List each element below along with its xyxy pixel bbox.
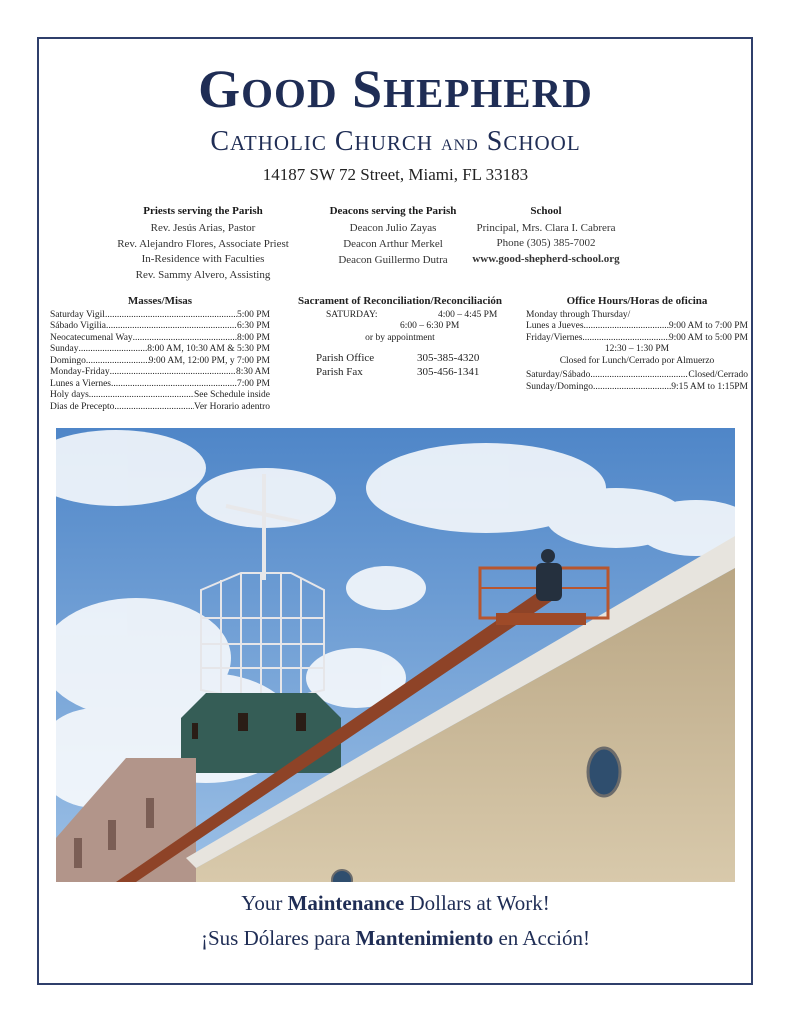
mass-row: Monday-Friday ..... 8:30 AM [50, 367, 270, 379]
reconciliation-heading: Sacrament of Reconciliation/Reconciliación [297, 295, 503, 307]
mass-row: Sábado Vigilia ..... 6:30 PM [50, 321, 270, 333]
priest-line: Rev. Jesús Arias, Pastor [150, 222, 256, 234]
caption-spanish: ¡Sus Dólares para Mantenimiento en Acción! [201, 926, 590, 950]
office-hours-heading: Office Hours/Horas de oficina [566, 295, 708, 307]
office-hours-section [526, 296, 748, 393]
lunch-time: 12:30 – 1:30 PM [604, 344, 670, 354]
page-subtitle: CATHOLIC CHURCH AND SCHOOL [210, 126, 581, 157]
deacon-line: Deacon Julio Zayas [349, 222, 437, 234]
mass-row: Neocatecumenal Way ..... 8:00 PM [50, 333, 270, 345]
parish-office-phone: Parish Office 305-385-4320 [316, 352, 480, 364]
masses-section [50, 296, 270, 413]
school-phone: Phone (305) 385-7002 [496, 237, 596, 249]
page-title: GOOD SHEPHERD [198, 59, 593, 119]
office-hours-row: Lunes a Jueves ..... 9:00 AM to 7:00 PM [526, 321, 748, 333]
mass-row: Saturday Vigil ..... 5:00 PM [50, 310, 270, 322]
deacons-heading: Deacons serving the Parish [329, 205, 457, 217]
parish-fax: Parish Fax 305-456-1341 [316, 366, 480, 378]
reconciliation-section [288, 296, 512, 379]
masses-heading: Masses/Misas [127, 295, 193, 307]
priest-line: In-Residence with Faculties [141, 253, 265, 265]
lunch-note: Closed for Lunch/Cerrado por Almuerzo [559, 355, 715, 366]
mass-row: Dias de Precepto ..... Ver Horario adentro [50, 402, 270, 414]
tower-base [181, 693, 341, 773]
caption-english: Your Maintenance Dollars at Work! [241, 891, 550, 915]
mass-row: Holy days ..... See Schedule inside [50, 390, 270, 402]
school-heading: School [530, 205, 562, 217]
school-website-link[interactable]: www.good-shepherd-school.org [472, 253, 620, 265]
mass-row: Domingo ..... 9:00 AM, 12:00 PM, y 7:00 PM [50, 356, 270, 368]
priests-section [98, 204, 308, 283]
school-section [456, 204, 636, 267]
priest-line: Rev. Alejandro Flores, Associate Priest [117, 238, 289, 250]
church-maintenance-photo [56, 428, 735, 882]
church-address: 14187 SW 72 Street, Miami, FL 33183 [262, 165, 529, 184]
round-window [588, 748, 620, 796]
office-hours-line: Monday through Thursday/ [526, 309, 631, 320]
office-hours-row: Saturday/Sábado ..... Closed/Cerrado [526, 370, 748, 382]
deacon-line: Deacon Guillermo Dutra [338, 254, 448, 266]
mass-row: Sunday ..... 8:00 AM, 10:30 AM & 5:30 PM [50, 344, 270, 356]
reconciliation-note: or by appointment [365, 332, 435, 343]
reconciliation-time-row: 6:00 – 6:30 PM [400, 321, 460, 331]
priest-line: Rev. Sammy Alvero, Assisting [135, 269, 271, 281]
office-hours-row: Sunday/Domingo ..... 9:15 AM to 1:15PM [526, 382, 748, 394]
priests-heading: Priests serving the Parish [143, 205, 263, 217]
school-principal: Principal, Mrs. Clara I. Cabrera [476, 222, 616, 234]
office-hours-row: Friday/Viernes ..... 9:00 AM to 5:00 PM [526, 333, 748, 345]
deacon-line: Deacon Arthur Merkel [343, 238, 443, 250]
reconciliation-time-row: SATURDAY: 4:00 – 4:45 PM [326, 309, 498, 320]
mass-row: Lunes a Viernes ..... 7:00 PM [50, 379, 270, 391]
